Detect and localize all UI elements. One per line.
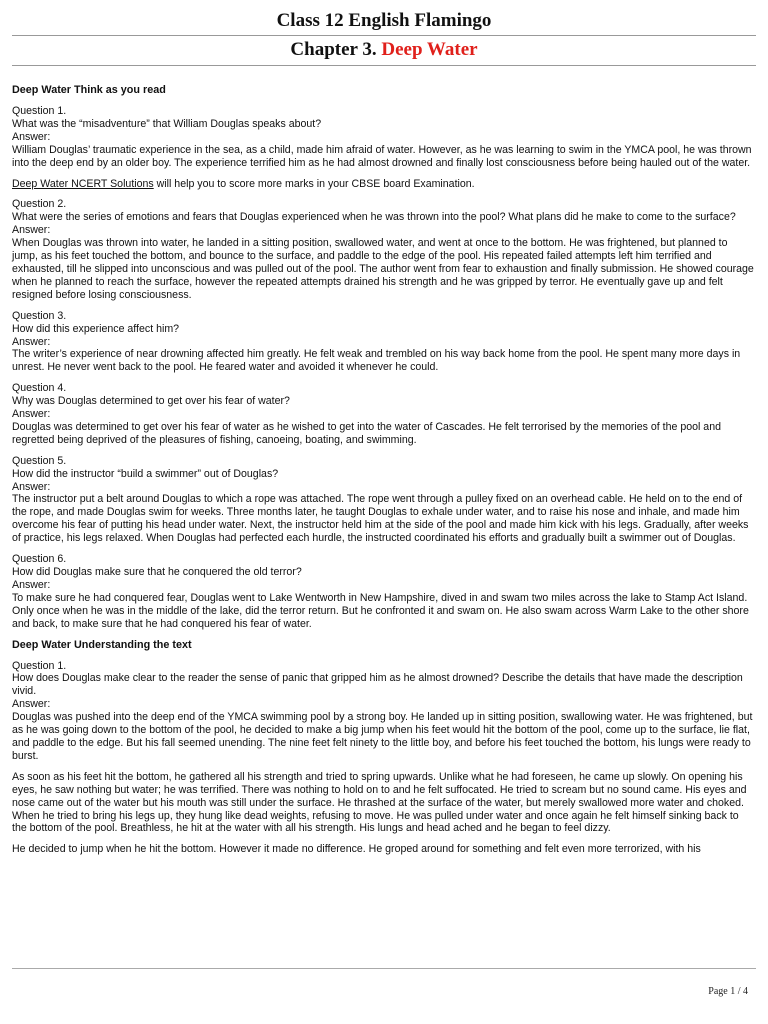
- question-label: Question 5.: [12, 454, 67, 467]
- answer-label: Answer:: [12, 578, 51, 591]
- answer-text: Douglas was pushed into the deep end of the YMCA swimming pool by a strong boy. He landed up in sitting position, swallowing water. He was frightened, but as he was going down to the bottom of the pool, he decided to make a big jump when his feet would hit the bottom of the pool, come up to the surface, lie flat, and paddle to the edge. But his fall seemed unending. The nine feet felt ninety to the little boy, and before his feet touched the bottom, his lungs were ready to burst.: [12, 711, 753, 762]
- promo-line: [12, 178, 756, 191]
- answer-paragraph-cut: He decided to jump when he hit the bottom. However it made no difference. He groped around for something and felt even more terrorized, with his: [12, 843, 701, 856]
- answer-text: The writer’s experience of near drowning affected him greatly. He felt weak and trembled on his way back home from the pool. He spent many more days in unrest. He never went back to the pool. He feared water and avoided it whenever he could.: [12, 348, 741, 374]
- question-text: What were the series of emotions and fears that Douglas experienced when he was thrown into the pool? What plans did he make to come to the surface?: [12, 211, 736, 224]
- question-label: Question 2.: [12, 198, 67, 211]
- question-block-6: [12, 553, 756, 630]
- question-text: How did the instructor “build a swimmer” out of Douglas?: [12, 467, 279, 480]
- footer-divider: [12, 968, 756, 969]
- question-block-4: [12, 382, 756, 447]
- answer-text: William Douglas’ traumatic experience in the sea, as a child, made him afraid of water. However, as he was learning to swim in the YMCA pool, he was thrown into the deep end by an older boy. The experience terrified him as he had almost drowned and finally lost consciousness before being hauled out of the water.: [12, 143, 752, 169]
- page-number: Page 1 / 4: [708, 986, 748, 997]
- document-title: Class 12 English Flamingo: [276, 10, 492, 31]
- chapter-title: [0, 39, 768, 61]
- question-block-5: [12, 455, 756, 545]
- answer-text: When Douglas was thrown into water, he landed in a sitting position, swallowed water, and went at once to the bottom. He was frightened, but planned to jump, as his feet touched the bottom, and bounce to the surface, and paddle to the edge of the pool. His repeated failed attempts left him terrified and exhausted, till he slipped into unconscious and was pulled out of the pool. The author went from fear to exhaustion and finally submission. He showed courage when he planned to reach the surface, however the repeated attempts drained his strength and he was gripped by terror. He eventually gave up and felt resigned before losing consciousness.: [12, 237, 754, 301]
- section-heading-think: Deep Water Think as you read: [12, 84, 166, 96]
- question-text: How did Douglas make sure that he conquered the old terror?: [12, 566, 302, 578]
- document-body: [12, 84, 756, 864]
- answer-label: Answer:: [12, 698, 51, 711]
- question-text: How does Douglas make clear to the reader the sense of panic that gripped him as he almost drowned? Describe the details that have made the description vivid.: [12, 672, 743, 698]
- question-block-3: [12, 310, 756, 375]
- chapter-prefix: Chapter 3.: [290, 39, 377, 60]
- answer-label: Answer:: [12, 408, 51, 421]
- ncert-solutions-link[interactable]: Deep Water NCERT Solutions: [12, 177, 154, 190]
- question-block-1: [12, 105, 756, 170]
- answer-label: Answer:: [12, 224, 51, 237]
- question-label: Question 4.: [12, 382, 67, 395]
- answer-paragraph: As soon as his feet hit the bottom, he gathered all his strength and tried to spring upwards. Unlike what he had foreseen, he came up slowly. On opening his eyes, he saw nothing but water; he was terrified. There was nothing to hold on to and he felt suffocated. He tried to scream but no sound came. His eyes and nose came out of the water but his mouth was still under the surface. He thrashed at the surface of the water, but merely swallowed more water and choked. When he tried to bring his legs up, they hung like dead weights, refusing to move. He was pulled under water and once again he felt himself sinking back to the bottom of the pool. Breathless, he hit at the water with all his strength. His lungs and head ached and he began to feel dizzy.: [12, 770, 747, 835]
- question-label: Question 6.: [12, 553, 67, 566]
- answer-label: Answer:: [12, 335, 51, 348]
- answer-text: The instructor put a belt around Douglas to which a rope was attached. The rope went through a pulley fixed on an overhead cable. He held on to the end of the rope, and made Douglas swim for weeks. Three months later, he taught Douglas to exhale under water, and to raise his nose and inhale, and made him overcome his fear of putting his head under water. Next, the instructor held him at the side of the pool and made him kick with his legs. Gradually, after weeks of practice, his legs relaxed. When Douglas had perfected each hurdle, the instructed coordinated his efforts and gradually built a swimmer out of Douglas.: [12, 493, 749, 545]
- question-text: What was the “misadventure” that William Douglas speaks about?: [12, 117, 322, 130]
- question-text: Why was Douglas determined to get over his fear of water?: [12, 395, 290, 408]
- promo-text: will help you to score more marks in your CBSE board Examination.: [153, 177, 475, 190]
- question-text: How did this experience affect him?: [12, 322, 180, 335]
- answer-label: Answer:: [12, 130, 51, 143]
- question-label: Question 3.: [12, 309, 67, 322]
- answer-text: To make sure he had conquered fear, Douglas went to Lake Wentworth in New Hampshire, dived in and swam two miles across the lake to Stamp Act Island. Only once when he was in the middle of the lake, did the terror return. But he confronted it and swam on. He also swam across Warm Lake to the other shore and back, to make sure that he had conquered his fear of water.: [12, 591, 749, 630]
- section-heading-understanding: Deep Water Understanding the text: [12, 638, 192, 651]
- chapter-name: Deep Water: [381, 39, 478, 60]
- answer-text: Douglas was determined to get over his fear of water as he wished to get into the water of Cascades. He felt terrorised by the memories of the pool and regretted being deprived of the pleasures of fishing, canoeing, boating, and swimming.: [12, 420, 721, 446]
- question-label: Question 1.: [12, 105, 67, 117]
- header-divider-bottom: [12, 65, 756, 66]
- answer-label: Answer:: [12, 480, 51, 493]
- question-block-understanding-1: [12, 660, 756, 763]
- question-block-2: [12, 198, 756, 301]
- question-label: Question 1.: [12, 659, 67, 672]
- header-divider-top: [12, 35, 756, 36]
